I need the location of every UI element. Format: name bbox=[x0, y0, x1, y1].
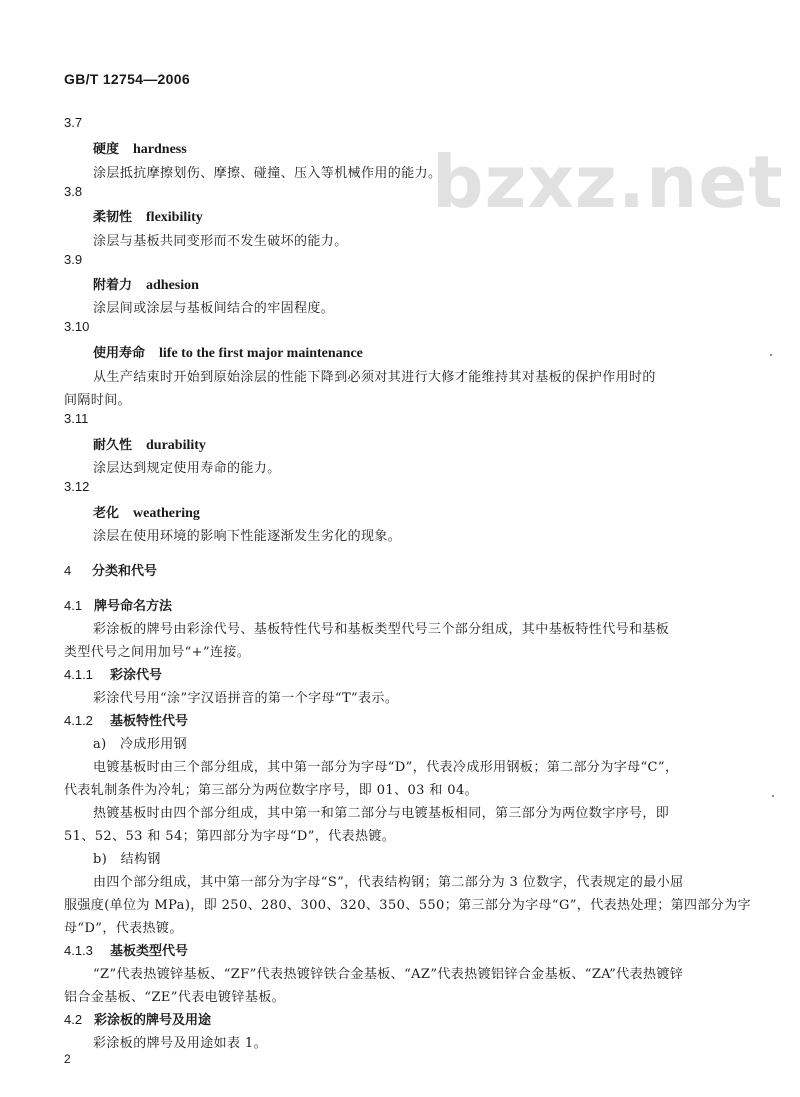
clause-number: 3.7 bbox=[64, 115, 83, 130]
paragraph: 电镀基板时由三个部分组成，其中第一部分为字母“D”，代表冷成形用钢板；第二部分为字母“C”， bbox=[93, 760, 679, 775]
subsection-number: 4.1.2 bbox=[64, 713, 93, 728]
paragraph: 热镀基板时由四个部分组成，其中第一和第二部分与电镀基板相同，第三部分为两位数字序号，即 bbox=[93, 806, 670, 821]
term-zh: 柔韧性 bbox=[93, 210, 133, 225]
clause-number: 3.11 bbox=[64, 411, 89, 426]
term-en: flexibility bbox=[146, 210, 203, 225]
paragraph-continued: 类型代号之间用加号“+”连接。 bbox=[64, 645, 251, 660]
term-en: adhesion bbox=[146, 278, 199, 293]
term-definition: 涂层在使用环境的影响下性能逐渐发生劣化的现象。 bbox=[93, 529, 402, 544]
term-definition-continued: 间隔时间。 bbox=[64, 393, 132, 408]
subsection-heading bbox=[64, 710, 188, 729]
term-zh: 硬度 bbox=[93, 142, 120, 157]
term-zh: 老化 bbox=[93, 506, 120, 521]
subsection-number: 4.2 bbox=[64, 1012, 83, 1027]
paragraph: 由四个部分组成，其中第一部分为字母“S”，代表结构钢；第二部分为 3 位数字，代表规定的最小屈 bbox=[93, 875, 684, 890]
term-heading bbox=[93, 138, 187, 158]
subsection-title: 彩涂代号 bbox=[110, 668, 163, 683]
scan-speck bbox=[770, 354, 772, 356]
clause-number: 3.9 bbox=[64, 252, 83, 267]
subsection-title: 彩涂板的牌号及用途 bbox=[94, 1013, 212, 1028]
subsection-heading bbox=[64, 595, 172, 614]
term-en: durability bbox=[146, 438, 206, 453]
paragraph-continued: 服强度(单位为 MPa)，即 250、280、300、320、350、550；第三部分为字母“G”，代表热处理；第四部分为字 bbox=[64, 898, 751, 913]
clause-number: 3.8 bbox=[64, 184, 83, 199]
subsection-number: 4.1.3 bbox=[64, 943, 93, 958]
term-heading bbox=[93, 434, 206, 454]
list-item-a: a) 冷成形用钢 bbox=[93, 737, 188, 752]
paragraph-continued: 51、52、53 和 54；第四部分为字母“D”，代表热镀。 bbox=[64, 829, 396, 844]
standard-number-header: GB/T 12754—2006 bbox=[64, 71, 190, 87]
paragraph-continued: 铝合金基板、“ZE”代表电镀锌基板。 bbox=[64, 990, 286, 1005]
watermark: bzxz.net bbox=[432, 140, 784, 224]
section-title: 分类和代号 bbox=[92, 564, 158, 579]
subsection-heading bbox=[64, 940, 188, 959]
paragraph: 彩涂板的牌号由彩涂代号、基板特性代号和基板类型代号三个部分组成，其中基板特性代号和基板 bbox=[93, 622, 670, 637]
term-zh: 耐久性 bbox=[93, 438, 133, 453]
subsection-number: 4.1 bbox=[64, 598, 83, 613]
paragraph-continued: 代表轧制条件为冷轧；第三部分为两位数字序号，即 01、03 和 04。 bbox=[64, 783, 479, 798]
term-heading bbox=[93, 342, 363, 362]
term-heading bbox=[93, 274, 199, 294]
term-definition: 从生产结束时开始到原始涂层的性能下降到必须对其进行大修才能维持其对基板的保护作用时的 bbox=[93, 370, 656, 385]
paragraph: 彩涂板的牌号及用途如表 1。 bbox=[93, 1036, 268, 1051]
clause-number: 3.12 bbox=[64, 479, 90, 494]
term-zh: 使用寿命 bbox=[93, 346, 146, 361]
subsection-title: 基板特性代号 bbox=[110, 714, 189, 729]
paragraph-continued: 母“D”，代表热镀。 bbox=[64, 921, 183, 936]
term-zh: 附着力 bbox=[93, 278, 133, 293]
term-definition: 涂层达到规定使用寿命的能力。 bbox=[93, 461, 281, 476]
section-heading bbox=[64, 560, 157, 579]
section-number: 4 bbox=[64, 563, 72, 578]
paragraph: “Z”代表热镀锌基板、“ZF”代表热镀锌铁合金基板、“AZ”代表热镀铝锌合金基板、“ZA”代表热镀锌 bbox=[93, 967, 684, 982]
paragraph: 彩涂代号用“涂”字汉语拼音的第一个字母“T”表示。 bbox=[93, 691, 399, 706]
term-en: hardness bbox=[133, 142, 187, 157]
scan-speck bbox=[772, 795, 774, 797]
subsection-heading bbox=[64, 1009, 211, 1028]
term-en: life to the first major maintenance bbox=[159, 346, 363, 361]
subsection-number: 4.1.1 bbox=[64, 667, 93, 682]
list-item-b: b) 结构钢 bbox=[93, 852, 161, 867]
subsection-heading bbox=[64, 664, 162, 683]
subsection-title: 基板类型代号 bbox=[110, 944, 189, 959]
clause-number: 3.10 bbox=[64, 319, 90, 334]
term-definition: 涂层与基板共同变形而不发生破坏的能力。 bbox=[93, 234, 348, 249]
term-heading bbox=[93, 502, 200, 522]
term-definition: 涂层间或涂层与基板间结合的牢固程度。 bbox=[93, 301, 335, 316]
term-heading bbox=[93, 206, 203, 226]
page-number: 2 bbox=[64, 1052, 71, 1066]
term-definition: 涂层抵抗摩擦划伤、摩擦、碰撞、压入等机械作用的能力。 bbox=[93, 166, 442, 181]
subsection-title: 牌号命名方法 bbox=[94, 599, 173, 614]
term-en: weathering bbox=[133, 506, 200, 521]
